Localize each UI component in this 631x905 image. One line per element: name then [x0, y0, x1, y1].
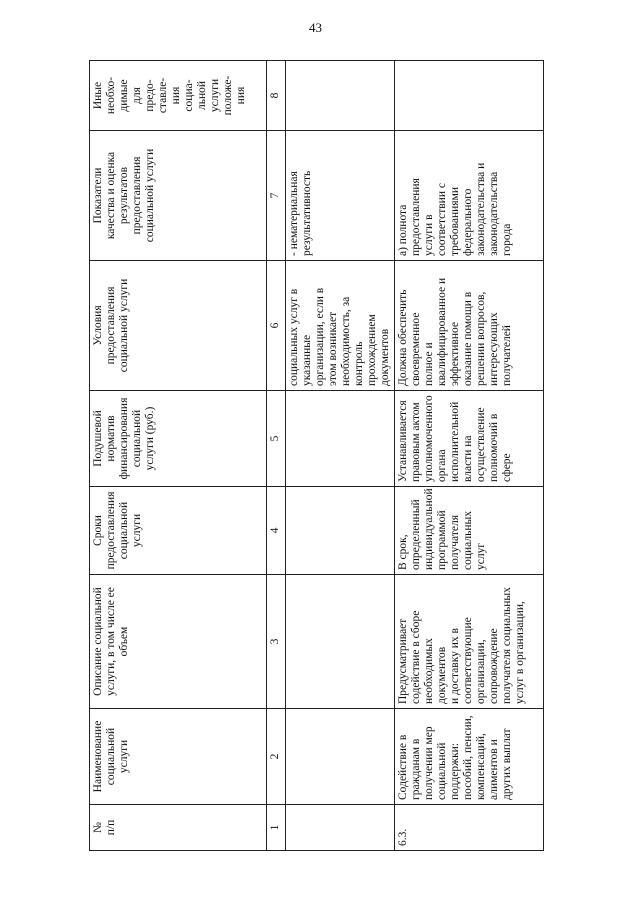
cell	[286, 805, 395, 851]
cell	[286, 487, 395, 575]
column-number-row	[267, 61, 286, 851]
service-quality: а) полнота предоставления услуги в соответствии с требованиями федерального законодательства и законодательства города	[395, 131, 544, 261]
cell-conditions: социальных услуг в указанные организации, если в этом возникает необходимость, за контроль прохождением документов	[286, 261, 395, 391]
cell	[286, 61, 395, 131]
column-number: 1	[267, 805, 286, 851]
table-row-6-3	[395, 61, 544, 851]
service-norm: Устанавливается правовым актом уполномоченного органа исполнительной власти на осуществление полномочий в сфере	[395, 391, 544, 487]
column-number: 3	[267, 575, 286, 709]
header-description: Описание социальной услуги, в том числе ее объем	[90, 575, 267, 709]
column-number: 8	[267, 61, 286, 131]
row-number: 6.3.	[395, 805, 544, 851]
header-quality: Показатели качества и оценка результатов предоставления социальной услуги	[90, 131, 267, 261]
column-number: 7	[267, 131, 286, 261]
service-conditions: Должна обеспечить своевременное полное и квалифицированное и эффективное оказание помощи в решении вопросов, интересующих получателей	[395, 261, 544, 391]
column-number: 6	[267, 261, 286, 391]
column-number: 2	[267, 709, 286, 805]
header-conditions: Условия предоставления социальной услуги	[90, 261, 267, 391]
service-terms: В срок, определенный индивидуальной программой получателя социальных услуг	[395, 487, 544, 575]
rotated-table-page	[89, 61, 544, 851]
cell	[286, 709, 395, 805]
cell-quality: - нематериальная результативность	[286, 131, 395, 261]
column-number: 5	[267, 391, 286, 487]
cell	[286, 575, 395, 709]
header-per-capita-norm: Подушевой норматив финансирования социальной услуги (руб.)	[90, 391, 267, 487]
header-num: № п/п	[90, 805, 267, 851]
service-name: Содействие в гражданам в получении мер социальной поддержки: пособий, пенсии, компенсаций, алиментов и других выплат	[395, 709, 544, 805]
header-other: Иные необхо- димые для предо- ставле- ния социа- льной услуги положе- ния	[90, 61, 267, 131]
column-number: 4	[267, 487, 286, 575]
service-other	[395, 61, 544, 131]
cell	[286, 391, 395, 487]
continued-row	[286, 61, 395, 851]
social-services-table	[89, 60, 544, 851]
header-service-name: Наименование социальной услуги	[90, 709, 267, 805]
page-number: 43	[309, 20, 322, 35]
service-description: Предусматривает содействие в сборе необходимых документов и доставку их в соответствующие организации, сопровождение получателя социальных услуг в организации,	[395, 575, 544, 709]
header-row	[90, 61, 267, 851]
header-terms: Сроки предоставления социальной услуги	[90, 487, 267, 575]
